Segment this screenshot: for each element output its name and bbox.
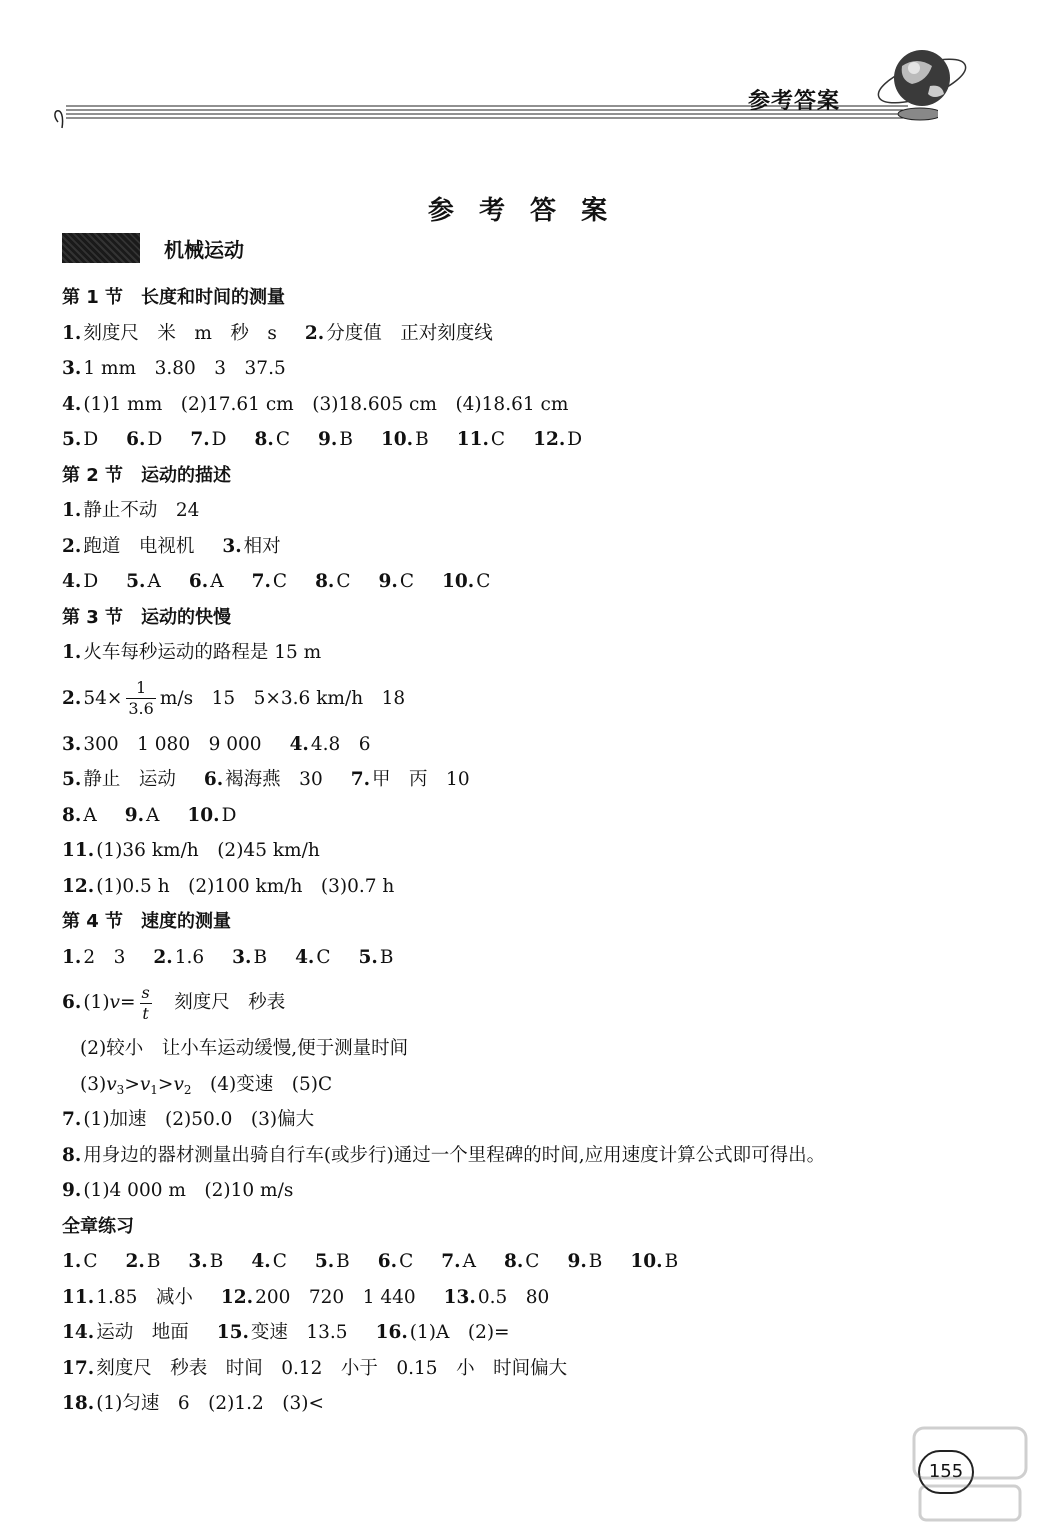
denominator: t [142, 1003, 149, 1023]
question-number: 7. [251, 571, 271, 592]
question-number: 10. [630, 1251, 663, 1272]
answer-line [62, 1351, 982, 1387]
answer-line [62, 798, 982, 834]
question-number: 6. [188, 571, 209, 592]
question-number: 4. [289, 733, 309, 755]
answer-line: (2)较小 让小车运动缓慢,便于测量时间 [80, 1038, 409, 1059]
answer-line [62, 1173, 982, 1209]
question-number: 15. [216, 1322, 249, 1343]
watermark-logo [910, 1420, 1030, 1530]
answer-list [62, 280, 982, 1422]
answer-text: 跑道 电视机 [83, 535, 195, 557]
answer-text: A [83, 804, 97, 826]
section-heading: 第 1 节 长度和时间的测量 [62, 287, 286, 308]
answer-text: 褐海燕 30 [225, 769, 323, 790]
answer-text: D [147, 429, 163, 450]
numerator: s [141, 982, 150, 1002]
question-number: 6. [126, 429, 146, 450]
question-number: 10. [380, 429, 414, 450]
answer-text: 相对 [243, 535, 281, 557]
operator: > [157, 1073, 174, 1095]
question-number: 8. [254, 429, 274, 450]
subscript: 3 [116, 1082, 125, 1097]
answer-text: (1)A (2)= [409, 1322, 510, 1343]
answer-line [62, 316, 982, 352]
page-title: 参 考 答 案 [427, 196, 616, 226]
answer-line [62, 422, 982, 458]
question-number: 2. [125, 1251, 145, 1272]
answer-text: (1)4 000 m (2)10 m/s [83, 1180, 294, 1201]
question-number: 13. [443, 1286, 476, 1308]
question-number: 11. [62, 1286, 95, 1308]
answer-text: (1)匀速 6 (2)1.2 (3)< [96, 1393, 324, 1414]
section-heading: 全章练习 [62, 1215, 134, 1237]
answer-line [62, 1315, 982, 1351]
answer-text: B [146, 1251, 161, 1272]
chapter-heading [62, 232, 244, 264]
answer-text: (1)加速 (2)50.0 (3)偏大 [83, 1109, 315, 1130]
answer-text: A [147, 571, 161, 592]
answer-text: 分度值 正对刻度线 [326, 322, 493, 344]
answer-text: 变速 13.5 [250, 1322, 348, 1343]
answer-text: B [415, 429, 429, 450]
answer-text: D [83, 429, 99, 450]
question-number: 5. [126, 571, 146, 592]
answer-text: 甲 丙 10 [372, 769, 470, 790]
answer-text: B [339, 429, 353, 450]
section-heading: 第 3 节 运动的快慢 [62, 606, 232, 628]
answer-text: D [221, 804, 237, 826]
question-number: 7. [62, 1109, 82, 1130]
answer-text: 200 720 1 440 [255, 1286, 416, 1308]
question-number: 1. [62, 946, 82, 968]
question-number: 3. [232, 946, 252, 968]
answer-text: 4.8 6 [310, 733, 371, 755]
question-number: 9. [124, 804, 145, 826]
answer-text: C [399, 571, 415, 592]
answer-text: C [399, 1251, 414, 1272]
answer-line [62, 1138, 982, 1174]
denominator: 3.6 [128, 699, 154, 718]
answer-text: 火车每秒运动的路程是 15 m [83, 642, 322, 663]
answer-text: 静止不动 24 [83, 500, 200, 521]
question-number: 2. [153, 946, 173, 968]
answer-line [62, 671, 982, 727]
answer-text: B [664, 1251, 679, 1272]
question-number: 9. [378, 571, 398, 592]
answer-line [62, 564, 982, 600]
answer-text: C [490, 429, 506, 450]
question-number: 11. [62, 840, 95, 861]
operator: > [124, 1073, 140, 1095]
answer-line [62, 493, 982, 529]
answer-text: B [588, 1251, 603, 1272]
answer-text: 1.85 减小 [96, 1286, 193, 1308]
answer-text: B [336, 1251, 350, 1272]
answer-line [62, 833, 982, 869]
question-number: 5. [62, 769, 82, 790]
question-number: 7. [441, 1251, 461, 1272]
question-number: 7. [350, 769, 371, 790]
answer-text: (4)变速 (5)C [191, 1073, 333, 1095]
answer-text: D [211, 429, 227, 450]
question-number: 3. [62, 733, 82, 755]
variable: v [139, 1073, 151, 1095]
answer-text: 1.6 [174, 946, 205, 968]
section-heading: 第 4 节 速度的测量 [62, 911, 232, 932]
answer-text: (3) [80, 1073, 107, 1095]
section-heading: 第 2 节 运动的描述 [62, 464, 232, 486]
question-number: 14. [62, 1322, 95, 1343]
answer-text: C [316, 946, 331, 968]
answer-line [62, 1280, 982, 1316]
subscript: 2 [183, 1082, 192, 1097]
question-number: 9. [62, 1180, 82, 1201]
answer-text: (1) [83, 992, 110, 1014]
question-number: 11. [456, 429, 489, 450]
question-number: 9. [567, 1251, 587, 1272]
answer-line [62, 869, 982, 905]
question-number: 5. [358, 946, 378, 968]
header-title: 参考答案 [748, 89, 841, 114]
question-number: 4. [62, 393, 82, 415]
question-number: 4. [295, 946, 315, 968]
question-number: 1. [62, 500, 82, 521]
answer-text: 刻度尺 秒表 [155, 992, 286, 1014]
question-number: 5. [314, 1251, 335, 1272]
question-number: 6. [203, 769, 224, 790]
answer-text: B [253, 946, 268, 968]
answer-text: D [83, 571, 99, 592]
question-number: 10. [442, 571, 475, 592]
answer-text: m/s 15 5×3.6 km/h 18 [159, 687, 406, 709]
question-number: 4. [251, 1251, 271, 1272]
variable: v [173, 1073, 184, 1095]
answer-text: D [567, 429, 583, 450]
question-number: 9. [318, 429, 338, 450]
answer-line [62, 351, 982, 387]
answer-text: 刻度尺 秒表 时间 0.12 小于 0.15 小 时间偏大 [96, 1357, 568, 1379]
question-number: 17. [62, 1357, 95, 1379]
question-number: 6. [377, 1251, 398, 1272]
answer-text: C [272, 1251, 287, 1272]
answer-text: C [272, 571, 288, 592]
answer-text: 300 1 080 9 000 [83, 733, 262, 755]
answer-text: C [275, 429, 290, 450]
question-number: 2. [304, 322, 325, 344]
question-number: 18. [62, 1393, 95, 1414]
question-number: 8. [503, 1251, 524, 1272]
answer-line [62, 1244, 982, 1280]
answer-line [62, 529, 982, 565]
answer-text: B [209, 1251, 224, 1272]
question-number: 1. [62, 322, 82, 344]
answer-text: 静止 运动 [83, 769, 176, 790]
answer-text: 54× [83, 687, 123, 709]
answer-line [62, 1386, 982, 1422]
answer-text: (1)0.5 h (2)100 km/h (3)0.7 h [96, 875, 395, 897]
question-number: 12. [220, 1286, 254, 1308]
question-number: 7. [190, 429, 210, 450]
answer-text: 0.5 80 [477, 1286, 550, 1308]
answer-text: B [379, 946, 394, 968]
fraction [140, 983, 152, 1024]
answer-text: C [83, 1251, 98, 1272]
answer-line [62, 1102, 982, 1138]
answer-text: C [525, 1251, 540, 1272]
question-number: 3. [222, 535, 242, 557]
variable: v [109, 992, 120, 1014]
answer-text: C [336, 571, 351, 592]
question-number: 3. [62, 358, 82, 379]
answer-text: (1)36 km/h (2)45 km/h [96, 840, 320, 861]
equals: = [120, 992, 136, 1014]
answer-line [62, 975, 982, 1031]
globe-logo-icon [872, 36, 972, 126]
fraction [126, 678, 155, 719]
question-number: 12. [62, 875, 95, 897]
question-number: 3. [188, 1251, 208, 1272]
chapter-badge [62, 233, 140, 263]
chapter-title: 机械运动 [164, 237, 244, 262]
question-number: 16. [375, 1322, 408, 1343]
question-number: 8. [315, 571, 335, 592]
answer-text: 运动 地面 [96, 1322, 189, 1343]
answer-line [62, 940, 982, 976]
variable: v [106, 1073, 117, 1095]
answer-text: A [210, 571, 224, 592]
question-number: 8. [62, 804, 82, 826]
numerator: 1 [126, 678, 155, 699]
answer-line [62, 727, 982, 763]
question-number: 4. [62, 571, 82, 592]
question-number: 6. [62, 992, 82, 1014]
answer-line [62, 1067, 982, 1103]
answer-text: A [462, 1251, 476, 1272]
question-number: 1. [62, 642, 82, 663]
answer-line [62, 387, 982, 423]
question-number: 12. [533, 429, 566, 450]
answer-line [62, 635, 982, 671]
question-number: 2. [62, 535, 82, 557]
subscript: 1 [150, 1082, 158, 1097]
question-number: 2. [62, 687, 82, 709]
question-number: 10. [187, 804, 220, 826]
question-number: 1. [62, 1251, 82, 1272]
question-number: 5. [62, 429, 82, 450]
answer-text: (1)1 mm (2)17.61 cm (3)18.605 cm (4)18.61 cm [83, 393, 569, 415]
answer-text: A [146, 804, 160, 826]
answer-text: 1 mm 3.80 3 37.5 [83, 358, 286, 379]
page-number: 155 [918, 1450, 974, 1494]
answer-line [62, 762, 982, 798]
answer-text: 刻度尺 米 m 秒 s [83, 322, 277, 344]
answer-text: 用身边的器材测量出骑自行车(或步行)通过一个里程碑的时间,应用速度计算公式即可得出。 [83, 1144, 826, 1166]
answer-text: 2 3 [83, 946, 126, 968]
question-number: 8. [62, 1144, 82, 1166]
answer-text: C [476, 571, 491, 592]
